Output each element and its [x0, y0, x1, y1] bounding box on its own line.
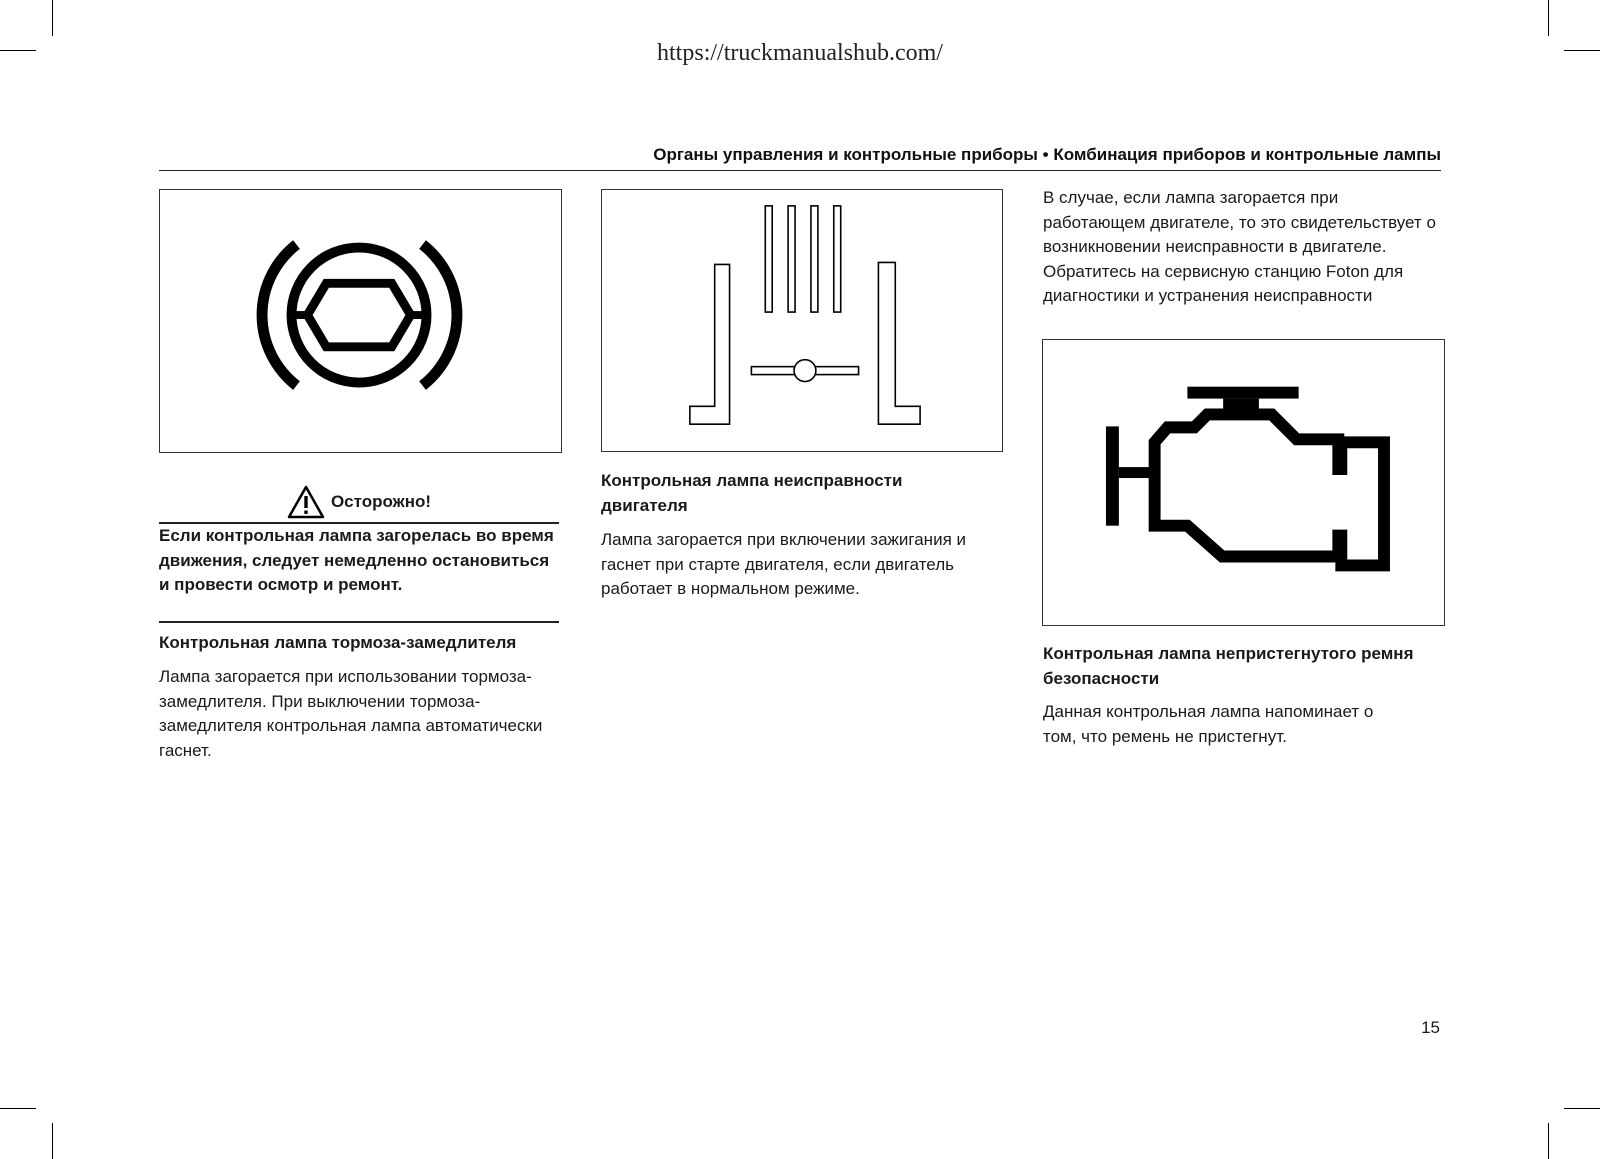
engine-malfunction-bars-icon [602, 190, 1002, 451]
crop-mark-br-v [1548, 1123, 1549, 1159]
caution-heading [159, 485, 559, 519]
retarder-heading: Контрольная лампа тормоза-замедлителя [159, 633, 517, 652]
caution-text: Если контрольная лампа загорелась во время движения, следует немедленно остановиться и провести осмотр и ремонт. [159, 526, 554, 594]
retarder-figure [159, 189, 562, 453]
crop-mark-tl-v [52, 0, 53, 36]
caution-rule-bottom [159, 621, 559, 623]
check-engine-icon [1043, 340, 1444, 625]
retarder-brake-icon [160, 190, 561, 452]
crop-mark-bl-h [0, 1108, 36, 1109]
engine-malfunction-figure [601, 189, 1003, 452]
header-divider [159, 170, 1441, 171]
warning-triangle-icon [287, 485, 325, 519]
crop-mark-bl-v [52, 1123, 53, 1159]
page-header: Органы управления и контрольные приборы • Комбинация приборов и контрольные лампы [653, 145, 1441, 164]
check-engine-figure [1042, 339, 1445, 626]
caution-label: Осторожно! [330, 492, 432, 511]
engine-malfunction-heading: Контрольная лампа неисправности двигателя [601, 471, 903, 515]
crop-mark-tr-v [1548, 0, 1549, 36]
engine-fault-intro: В случае, если лампа загорается при работающем двигателе, то это свидетельствует о возникновении неисправности в двигателе. Обратитесь на сервисную станцию Foton для диагностики и устранения неисправности [1043, 188, 1436, 305]
page-number: 15 [1421, 1018, 1440, 1037]
crop-mark-br-h [1564, 1108, 1600, 1109]
source-url[interactable]: https://truckmanualshub.com/ [657, 40, 943, 66]
engine-malfunction-description: Лампа загорается при включении зажигания и гаснет при старте двигателя, если двигатель работает в нормальном режиме. [601, 530, 966, 598]
seatbelt-heading: Контрольная лампа непристегнутого ремня безопасности [1043, 644, 1414, 688]
retarder-description: Лампа загорается при использовании тормоза-замедлителя. При выключении тормоза-замедлителя контрольная лампа автоматически гаснет. [159, 667, 543, 760]
seatbelt-description: Данная контрольная лампа напоминает о том, что ремень не пристегнут. [1043, 702, 1374, 746]
